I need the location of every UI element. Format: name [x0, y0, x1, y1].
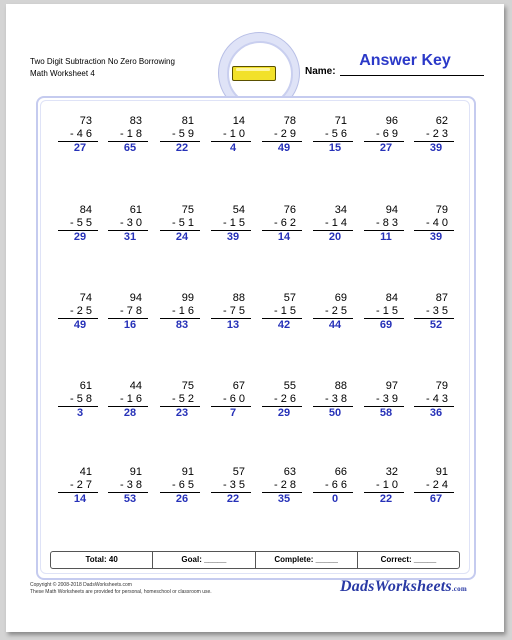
complete-field: Complete: _____: [256, 552, 358, 568]
copyright-line-1: Copyright © 2008-2018 DadsWorksheets.com: [30, 582, 132, 588]
subtrahend: - 3 8: [313, 393, 353, 407]
problem-r4-c1: [58, 380, 98, 420]
problem-r3-c4: [211, 292, 251, 332]
minuend: 91: [129, 466, 142, 478]
minuend: 55: [283, 380, 296, 392]
problem-r4-c6: [313, 380, 353, 420]
subtrahend: - 7 8: [108, 305, 148, 319]
subtrahend: - 4 3: [414, 393, 454, 407]
minuend: 96: [385, 115, 398, 127]
problem-r4-c8: [414, 380, 454, 420]
problem-r2-c7: [364, 204, 404, 244]
answer: 42: [277, 319, 291, 331]
minuend: 94: [129, 292, 142, 304]
subtrahend: - 1 6: [108, 393, 148, 407]
problem-r1-c8: [414, 115, 454, 155]
minuend: 14: [232, 115, 245, 127]
subtrahend: - 2 4: [414, 479, 454, 493]
subtrahend: - 1 0: [211, 128, 251, 142]
subtrahend: - 6 5: [160, 479, 200, 493]
problem-r2-c4: [211, 204, 251, 244]
subtrahend: - 6 0: [211, 393, 251, 407]
minuend: 73: [79, 115, 92, 127]
minuend: 61: [79, 380, 92, 392]
minuend: 67: [232, 380, 245, 392]
dadsworksheets-logo: [340, 578, 467, 596]
minuend: 79: [435, 204, 448, 216]
answer: 53: [123, 493, 137, 505]
answer: 15: [328, 142, 342, 154]
problem-r3-c1: [58, 292, 98, 332]
answer: 67: [429, 493, 443, 505]
answer: 83: [175, 319, 189, 331]
minuend: 79: [435, 380, 448, 392]
problem-r2-c5: [262, 204, 302, 244]
problems-panel-inner: [40, 100, 470, 574]
answer: 31: [123, 231, 137, 243]
problem-r4-c7: [364, 380, 404, 420]
answer: 22: [379, 493, 393, 505]
answer: 7: [229, 407, 237, 419]
answer: 49: [73, 319, 87, 331]
subtrahend: - 5 5: [58, 217, 98, 231]
answer: 0: [331, 493, 339, 505]
minuend: 69: [334, 292, 347, 304]
answer: 49: [277, 142, 291, 154]
subtrahend: - 1 4: [313, 217, 353, 231]
worksheet-title: [30, 56, 175, 80]
minuend: 88: [334, 380, 347, 392]
answer: 69: [379, 319, 393, 331]
subtrahend: - 1 5: [262, 305, 302, 319]
subtrahend: - 5 1: [160, 217, 200, 231]
subtrahend: - 1 0: [364, 479, 404, 493]
subtrahend: - 3 8: [108, 479, 148, 493]
name-underline: [340, 75, 484, 76]
answer: 22: [175, 142, 189, 154]
problem-r1-c4: [211, 115, 251, 155]
answer: 22: [226, 493, 240, 505]
copyright-notice: [30, 582, 212, 596]
answer: 36: [429, 407, 443, 419]
problem-r5-c2: [108, 466, 148, 506]
problem-r2-c6: [313, 204, 353, 244]
subtrahend: - 2 6: [262, 393, 302, 407]
minuend: 94: [385, 204, 398, 216]
minuend: 54: [232, 204, 245, 216]
minuend: 81: [181, 115, 194, 127]
answer: 52: [429, 319, 443, 331]
subtrahend: - 3 5: [211, 479, 251, 493]
gold-bar-highlight: [236, 68, 270, 71]
answer: 58: [379, 407, 393, 419]
subtrahend: - 2 7: [58, 479, 98, 493]
problem-r4-c4: [211, 380, 251, 420]
minuend: 84: [79, 204, 92, 216]
title-line-1: Two Digit Subtraction No Zero Borrowing: [30, 57, 175, 66]
problem-r3-c6: [313, 292, 353, 332]
minuend: 75: [181, 204, 194, 216]
problem-r1-c7: [364, 115, 404, 155]
subtrahend: - 5 6: [313, 128, 353, 142]
subtrahend: - 1 8: [108, 128, 148, 142]
minuend: 63: [283, 466, 296, 478]
minuend: 91: [181, 466, 194, 478]
subtrahend: - 8 3: [364, 217, 404, 231]
problem-r3-c7: [364, 292, 404, 332]
minuend: 78: [283, 115, 296, 127]
copyright-line-2: These Math Worksheets are provided for personal, homeschool or classroom use.: [30, 589, 212, 595]
logo-suffix: .com: [451, 585, 467, 593]
problem-r3-c2: [108, 292, 148, 332]
answer: 29: [73, 231, 87, 243]
minuend: 34: [334, 204, 347, 216]
problem-r3-c3: [160, 292, 200, 332]
minuend: 83: [129, 115, 142, 127]
subtrahend: - 3 9: [364, 393, 404, 407]
problem-r4-c5: [262, 380, 302, 420]
problem-r2-c1: [58, 204, 98, 244]
score-footer: [50, 551, 460, 569]
answer: 65: [123, 142, 137, 154]
answer: 16: [123, 319, 137, 331]
subtrahend: - 4 0: [414, 217, 454, 231]
answer: 44: [328, 319, 342, 331]
answer: 14: [277, 231, 291, 243]
name-label: Name:: [305, 66, 336, 77]
answer: 20: [328, 231, 342, 243]
problem-r1-c6: [313, 115, 353, 155]
minuend: 75: [181, 380, 194, 392]
problem-r1-c5: [262, 115, 302, 155]
logo-text: DadsWorksheets: [340, 578, 452, 595]
problem-r5-c4: [211, 466, 251, 506]
answer: 3: [76, 407, 84, 419]
subtrahend: - 5 9: [160, 128, 200, 142]
answer: 27: [379, 142, 393, 154]
problem-r4-c3: [160, 380, 200, 420]
answer: 39: [429, 231, 443, 243]
answer: 4: [229, 142, 237, 154]
answer: 29: [277, 407, 291, 419]
answer: 23: [175, 407, 189, 419]
answer-key-label: Answer Key: [359, 52, 451, 69]
correct-field: Correct: _____: [380, 555, 437, 564]
subtrahend: - 5 8: [58, 393, 98, 407]
answer: 50: [328, 407, 342, 419]
minuend: 32: [385, 466, 398, 478]
goal-field: Goal: _____: [153, 552, 255, 568]
problem-r1-c1: [58, 115, 98, 155]
answer: 13: [226, 319, 240, 331]
total-field: Total: 40: [51, 552, 153, 568]
problem-r5-c6: [313, 466, 353, 506]
minuend: 66: [334, 466, 347, 478]
subtrahend: - 5 2: [160, 393, 200, 407]
subtrahend: - 3 0: [108, 217, 148, 231]
subtrahend: - 1 6: [160, 305, 200, 319]
subtrahend: - 2 3: [414, 128, 454, 142]
problem-r1-c2: [108, 115, 148, 155]
minuend: 91: [435, 466, 448, 478]
subtrahend: - 1 5: [364, 305, 404, 319]
problem-r5-c8: [414, 466, 454, 506]
problem-r4-c2: [108, 380, 148, 420]
minuend: 44: [129, 380, 142, 392]
subtrahend: - 6 2: [262, 217, 302, 231]
subtrahend: - 1 5: [211, 217, 251, 231]
answer: 27: [73, 142, 87, 154]
minuend: 41: [79, 466, 92, 478]
answer: 28: [123, 407, 137, 419]
minuend: 62: [435, 115, 448, 127]
answer: 24: [175, 231, 189, 243]
problem-r3-c8: [414, 292, 454, 332]
subtrahend: - 2 5: [313, 305, 353, 319]
problem-r5-c1: [58, 466, 98, 506]
subtrahend: - 6 6: [313, 479, 353, 493]
problem-r2-c8: [414, 204, 454, 244]
answer: 14: [73, 493, 87, 505]
problem-r3-c5: [262, 292, 302, 332]
minuend: 57: [283, 292, 296, 304]
minuend: 57: [232, 466, 245, 478]
answer: 26: [175, 493, 189, 505]
subtrahend: - 2 8: [262, 479, 302, 493]
answer: 39: [226, 231, 240, 243]
minuend: 76: [283, 204, 296, 216]
problem-r5-c5: [262, 466, 302, 506]
subtrahend: - 2 5: [58, 305, 98, 319]
answer: 35: [277, 493, 291, 505]
minuend: 84: [385, 292, 398, 304]
minuend: 88: [232, 292, 245, 304]
minuend: 87: [435, 292, 448, 304]
answer: 39: [429, 142, 443, 154]
subtrahend: - 7 5: [211, 305, 251, 319]
minuend: 74: [79, 292, 92, 304]
subtrahend: - 6 9: [364, 128, 404, 142]
problem-r2-c2: [108, 204, 148, 244]
title-line-2: Math Worksheet 4: [30, 69, 95, 78]
minuend: 97: [385, 380, 398, 392]
subtrahend: - 2 9: [262, 128, 302, 142]
problem-r1-c3: [160, 115, 200, 155]
minuend: 61: [129, 204, 142, 216]
subtrahend: - 3 5: [414, 305, 454, 319]
answer: 11: [380, 231, 392, 243]
minuend: 71: [334, 115, 347, 127]
problem-r5-c3: [160, 466, 200, 506]
minuend: 99: [181, 292, 194, 304]
problem-r5-c7: [364, 466, 404, 506]
problem-r2-c3: [160, 204, 200, 244]
subtrahend: - 4 6: [58, 128, 98, 142]
